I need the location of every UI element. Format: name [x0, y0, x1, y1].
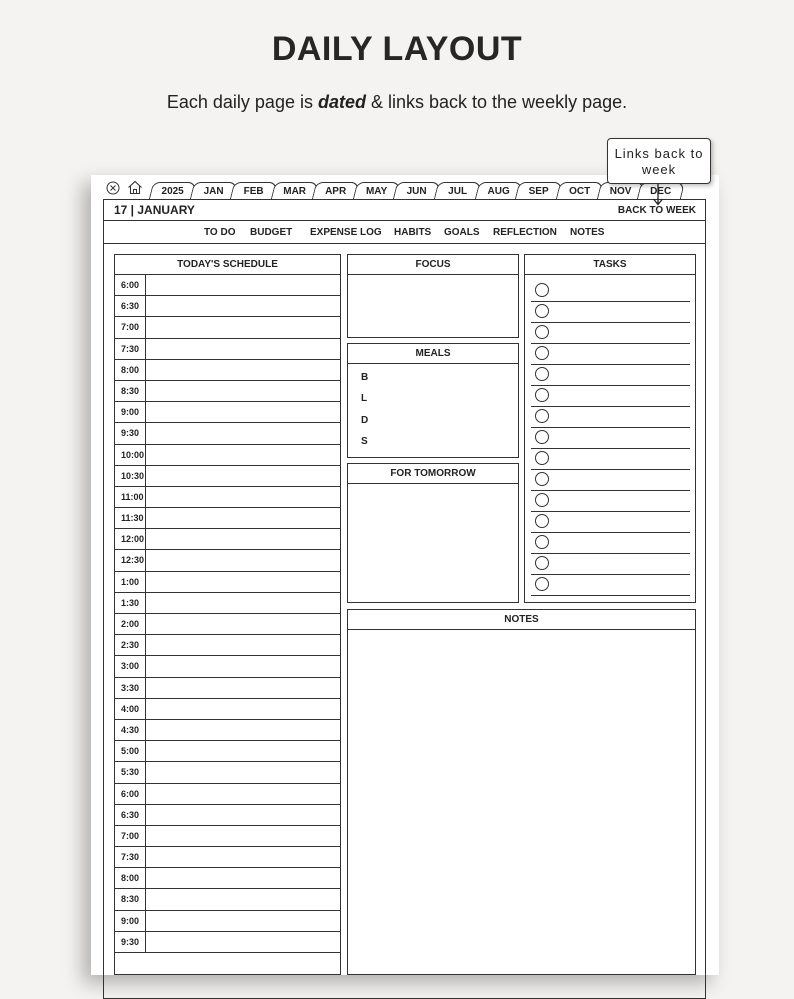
- task-checkbox-icon[interactable]: [535, 430, 549, 444]
- back-to-week-link[interactable]: BACK TO WEEK: [617, 205, 696, 216]
- task-checkbox-icon[interactable]: [535, 472, 549, 486]
- task-row[interactable]: [531, 365, 690, 386]
- task-checkbox-icon[interactable]: [535, 535, 549, 549]
- schedule-time: 9:00: [115, 402, 146, 422]
- tab-label: AUG: [487, 186, 510, 197]
- date-header: [103, 199, 706, 221]
- schedule-time: 7:30: [115, 339, 146, 359]
- section-nav: [103, 221, 706, 244]
- schedule-time: 3:00: [115, 656, 146, 676]
- nav-goals[interactable]: GOALS: [444, 227, 480, 238]
- schedule-time: 7:00: [115, 317, 146, 337]
- focus-box[interactable]: [347, 254, 519, 338]
- task-row[interactable]: [531, 449, 690, 470]
- for-tomorrow-box[interactable]: [347, 463, 519, 603]
- tab-label: MAR: [283, 186, 307, 197]
- task-checkbox-icon[interactable]: [535, 577, 549, 591]
- schedule-row[interactable]: [115, 381, 340, 402]
- promo-title: DAILY LAYOUT: [271, 30, 523, 68]
- task-checkbox-icon[interactable]: [535, 388, 549, 402]
- schedule-row[interactable]: [115, 339, 340, 360]
- task-row[interactable]: [531, 575, 690, 596]
- tasks-box: [524, 254, 696, 603]
- schedule-time: 1:00: [115, 572, 146, 592]
- schedule-time: 9:30: [115, 423, 146, 443]
- schedule-row[interactable]: [115, 614, 340, 635]
- schedule-time: 7:30: [115, 847, 146, 867]
- schedule-time: 5:00: [115, 741, 146, 761]
- tab-label: JAN: [203, 186, 224, 197]
- focus-title: FOCUS: [348, 255, 518, 275]
- schedule-time: 8:00: [115, 360, 146, 380]
- schedule-time: 12:00: [115, 529, 146, 549]
- meal-lunch: L: [361, 393, 368, 404]
- nav-habits[interactable]: HABITS: [394, 227, 432, 238]
- nav-expense-log[interactable]: EXPENSE LOG: [310, 227, 382, 238]
- nav-notes[interactable]: NOTES: [570, 227, 605, 238]
- schedule-row[interactable]: [115, 275, 340, 296]
- schedule-time: 2:00: [115, 614, 146, 634]
- schedule-time: 8:00: [115, 868, 146, 888]
- task-checkbox-icon[interactable]: [535, 514, 549, 528]
- schedule-row[interactable]: [115, 911, 340, 932]
- schedule-row[interactable]: [115, 402, 340, 423]
- schedule-time: 6:30: [115, 805, 146, 825]
- schedule-time: 4:00: [115, 699, 146, 719]
- promo-subtitle: [0, 92, 794, 113]
- meal-snack: S: [361, 436, 368, 447]
- callout-arrow-icon: [650, 184, 666, 208]
- task-checkbox-icon[interactable]: [535, 409, 549, 423]
- meal-breakfast: B: [361, 372, 369, 383]
- schedule-time: 11:00: [115, 487, 146, 507]
- schedule-time: 11:30: [115, 508, 146, 528]
- schedule-row[interactable]: [115, 720, 340, 741]
- page-date: 17 | JANUARY: [114, 203, 195, 217]
- task-checkbox-icon[interactable]: [535, 346, 549, 360]
- task-row[interactable]: [531, 470, 690, 491]
- schedule-time: 6:30: [115, 296, 146, 316]
- schedule-row[interactable]: [115, 593, 340, 614]
- schedule-row[interactable]: [115, 529, 340, 550]
- schedule-row[interactable]: [115, 847, 340, 868]
- task-row[interactable]: [531, 323, 690, 344]
- subtitle-text: Each daily page is: [166, 92, 318, 112]
- schedule-time: 1:30: [115, 593, 146, 613]
- schedule-row[interactable]: [115, 656, 340, 677]
- schedule-row[interactable]: [115, 466, 340, 487]
- task-checkbox-icon[interactable]: [535, 493, 549, 507]
- schedule-row[interactable]: [115, 805, 340, 826]
- subtitle-text-end: & links back to the weekly page.: [365, 92, 628, 112]
- schedule-time: 2:30: [115, 635, 146, 655]
- schedule-row[interactable]: [115, 296, 340, 317]
- schedule-row[interactable]: [115, 360, 340, 381]
- meals-box: [347, 343, 519, 458]
- schedule-row[interactable]: [115, 784, 340, 805]
- tab-label: NOV: [609, 186, 632, 197]
- schedule-row[interactable]: [115, 487, 340, 508]
- schedule-row[interactable]: [115, 868, 340, 889]
- nav-todo[interactable]: TO DO: [204, 227, 236, 238]
- task-row[interactable]: [531, 281, 690, 302]
- schedule-time: 9:30: [115, 932, 146, 952]
- schedule-row[interactable]: [115, 826, 340, 847]
- tab-label: MAY: [365, 186, 387, 197]
- task-row[interactable]: [531, 554, 690, 575]
- task-checkbox-icon[interactable]: [535, 283, 549, 297]
- nav-budget[interactable]: BUDGET: [250, 227, 293, 238]
- tab-label: DEC: [650, 186, 672, 197]
- notes-box[interactable]: [347, 609, 696, 975]
- task-checkbox-icon[interactable]: [535, 325, 549, 339]
- close-icon[interactable]: [106, 181, 120, 195]
- schedule-time: 7:00: [115, 826, 146, 846]
- schedule-row[interactable]: [115, 762, 340, 783]
- tab-label: OCT: [569, 186, 591, 197]
- meals-title: MEALS: [348, 344, 518, 364]
- tasks-title: TASKS: [525, 255, 695, 275]
- task-row[interactable]: [531, 491, 690, 512]
- schedule-row[interactable]: [115, 445, 340, 466]
- task-row[interactable]: [531, 344, 690, 365]
- task-checkbox-icon[interactable]: [535, 367, 549, 381]
- callout-tooltip: Links back to week: [607, 138, 711, 184]
- task-row[interactable]: [531, 407, 690, 428]
- schedule-time: 9:00: [115, 911, 146, 931]
- schedule-time: 12:30: [115, 550, 146, 570]
- schedule-time: 6:00: [115, 784, 146, 804]
- schedule-time: 5:30: [115, 762, 146, 782]
- schedule-time: 8:30: [115, 381, 146, 401]
- task-row[interactable]: [531, 512, 690, 533]
- schedule-box: [114, 254, 341, 975]
- task-checkbox-icon[interactable]: [535, 304, 549, 318]
- notes-title: NOTES: [348, 610, 695, 630]
- task-checkbox-icon[interactable]: [535, 556, 549, 570]
- task-row[interactable]: [531, 386, 690, 407]
- home-icon[interactable]: [127, 180, 143, 195]
- tab-label: JUL: [448, 186, 467, 197]
- schedule-title: TODAY'S SCHEDULE: [115, 255, 340, 275]
- task-row[interactable]: [531, 533, 690, 554]
- tab-label: 2025: [161, 186, 184, 197]
- task-row[interactable]: [531, 428, 690, 449]
- schedule-time: 4:30: [115, 720, 146, 740]
- schedule-row[interactable]: [115, 423, 340, 444]
- for-tomorrow-title: FOR TOMORROW: [348, 464, 518, 484]
- schedule-row[interactable]: [115, 550, 340, 571]
- meal-dinner: D: [361, 415, 369, 426]
- schedule-row[interactable]: [115, 317, 340, 338]
- schedule-row[interactable]: [115, 572, 340, 593]
- schedule-row[interactable]: [115, 508, 340, 529]
- schedule-row[interactable]: [115, 699, 340, 720]
- task-checkbox-icon[interactable]: [535, 451, 549, 465]
- planner-page: [91, 175, 719, 975]
- tab-label: FEB: [244, 186, 265, 197]
- schedule-row[interactable]: [115, 932, 340, 953]
- schedule-row[interactable]: [115, 741, 340, 762]
- tab-label: JUN: [406, 186, 427, 197]
- schedule-time: 6:00: [115, 275, 146, 295]
- schedule-row[interactable]: [115, 678, 340, 699]
- subtitle-emphasis: dated: [317, 92, 366, 112]
- schedule-time: 8:30: [115, 889, 146, 909]
- schedule-row[interactable]: [115, 889, 340, 910]
- schedule-time: 3:30: [115, 678, 146, 698]
- schedule-row[interactable]: [115, 635, 340, 656]
- nav-reflection[interactable]: REFLECTION: [493, 227, 557, 238]
- schedule-time: 10:30: [115, 466, 146, 486]
- task-row[interactable]: [531, 302, 690, 323]
- tab-label: SEP: [528, 186, 549, 197]
- tab-label: APR: [324, 186, 346, 197]
- schedule-time: 10:00: [115, 445, 146, 465]
